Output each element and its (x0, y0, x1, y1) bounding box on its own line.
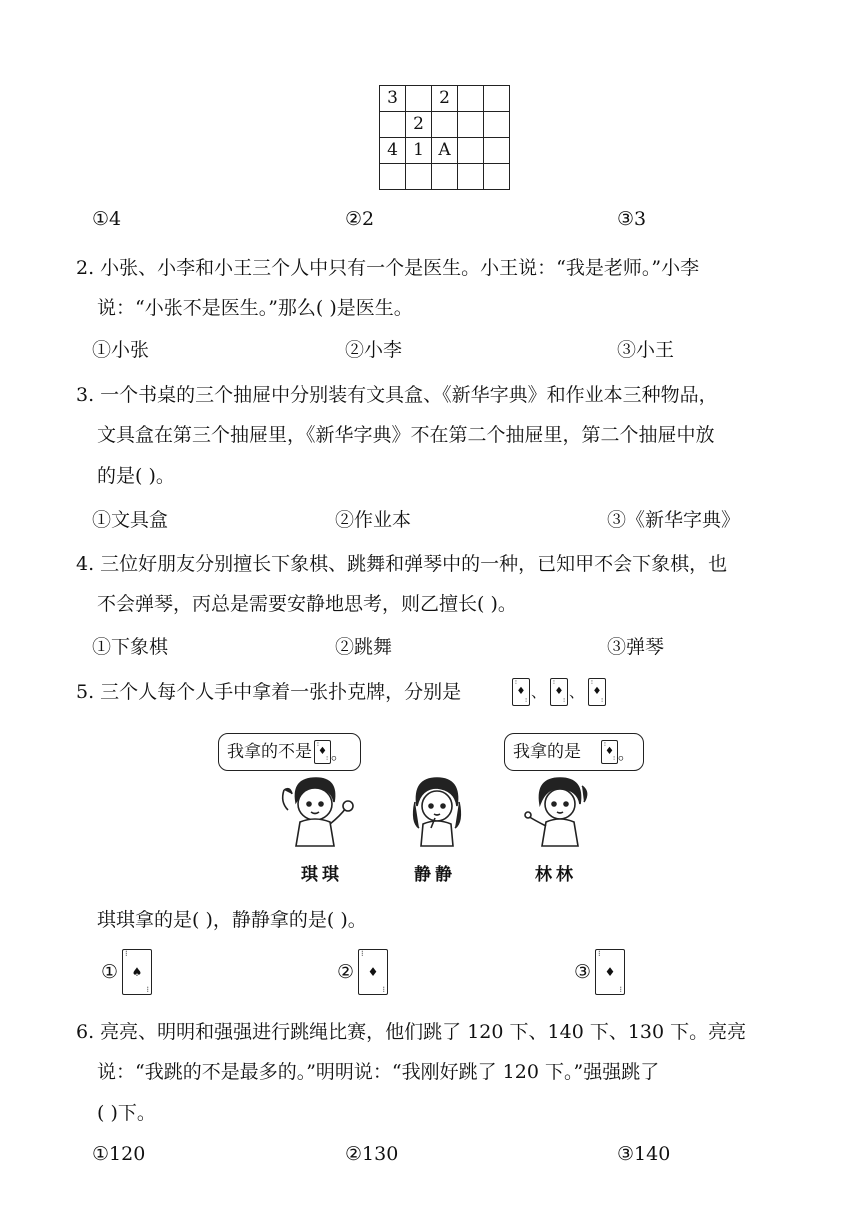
grid-cell: A (432, 138, 458, 164)
name-linlin: 林林 (535, 865, 577, 885)
separator: 、 (569, 683, 585, 701)
grid-cell (380, 112, 406, 138)
playing-card-icon: ⁝ ♦ ⁝ (595, 949, 625, 995)
grid-cell (458, 86, 484, 112)
grid-row (380, 138, 510, 164)
q5-question: 琪琪拿的是( )，静静拿的是( )。 (97, 909, 367, 931)
bubble-end: 。 (618, 744, 635, 763)
grid-cell: 2 (432, 86, 458, 112)
q1-option-2: ②2 (345, 208, 375, 230)
separator: 、 (531, 683, 547, 701)
q3-option-2: ②作业本 (335, 509, 412, 531)
playing-card-icon: ⁝ ♦ ⁝ (550, 678, 568, 706)
grid-cell (406, 164, 432, 190)
q4-option-1: ①下象棋 (92, 636, 169, 658)
q4-option-3: ③弹琴 (607, 636, 665, 658)
q6-option-3: ③140 (617, 1143, 671, 1165)
name-qiqi: 琪琪 (301, 865, 343, 885)
grid-row (380, 112, 510, 138)
grid-cell: 4 (380, 138, 406, 164)
q6-option-1: ①120 (92, 1143, 146, 1165)
q1-option-3: ③3 (617, 208, 647, 230)
grid-row (380, 86, 510, 112)
q2-text-line1: 2. 小张、小李和小王三个人中只有一个是医生。小王说：“我是老师。”小李 (76, 257, 700, 279)
q3-text-line1: 3. 一个书桌的三个抽屉中分别装有文具盒、《新华字典》和作业本三种物品， (76, 384, 718, 406)
q4-text-line2: 不会弹琴，丙总是需要安静地思考，则乙擅长( )。 (97, 593, 517, 615)
q3-option-1: ①文具盒 (92, 509, 169, 531)
grid-cell: 2 (406, 112, 432, 138)
grid-cell (484, 86, 510, 112)
grid-cell (432, 164, 458, 190)
q3-text-line3: 的是( )。 (97, 465, 175, 487)
playing-card-icon: ⁝ ♦ ⁝ (588, 678, 606, 706)
q5-text-line1: 5. 三个人每个人手中拿着一张扑克牌，分别是 (76, 681, 462, 703)
q6-option-2: ②130 (345, 1143, 399, 1165)
q4-option-2: ②跳舞 (335, 636, 393, 658)
playing-card-icon: ⁝ ♦ ⁝ (601, 740, 618, 764)
q5-option-1-mark: ① (101, 961, 119, 983)
q3-option-3: ③《新华字典》 (607, 509, 741, 531)
grid-cell: 1 (406, 138, 432, 164)
playing-card-icon: ⁝ ♦ ⁝ (358, 949, 388, 995)
playing-card-icon: ⁝ ♠ ⁝ (122, 949, 152, 995)
grid-cell (484, 164, 510, 190)
number-grid (379, 85, 510, 190)
q6-text-line1: 6. 亮亮、明明和强强进行跳绳比赛，他们跳了 120 下、140 下、130 下。亮亮 (76, 1021, 747, 1043)
playing-card-icon: ⁝ ♦ ⁝ (314, 740, 331, 764)
grid-cell (380, 164, 406, 190)
grid-cell (458, 138, 484, 164)
q2-text-line2: 说：“小张不是医生。”那么( )是医生。 (97, 297, 413, 319)
girl-jingjing-illustration (409, 772, 465, 847)
q6-text-line3: ( )下。 (97, 1102, 156, 1124)
q1-option-1: ①4 (92, 208, 122, 230)
girl-linlin-illustration (522, 772, 592, 847)
q2-option-1: ①小张 (92, 339, 150, 361)
bubble-end: 。 (331, 744, 348, 763)
q2-option-2: ②小李 (345, 339, 403, 361)
grid-cell (484, 138, 510, 164)
name-jingjing: 静静 (414, 865, 456, 885)
bubble-text: 我拿的不是 (227, 742, 312, 762)
q2-option-3: ③小王 (617, 339, 675, 361)
q3-text-line2: 文具盒在第三个抽屉里，《新华字典》不在第二个抽屉里，第二个抽屉中放 (97, 424, 715, 446)
grid-cell (406, 86, 432, 112)
grid-cell (484, 112, 510, 138)
grid-cell: 3 (380, 86, 406, 112)
playing-card-icon: ⁝ ♦ ⁝ (512, 678, 530, 706)
q4-text-line1: 4. 三位好朋友分别擅长下象棋、跳舞和弹琴中的一种，已知甲不会下象棋，也 (76, 553, 728, 575)
grid-cell (458, 112, 484, 138)
girl-qiqi-illustration (278, 772, 360, 847)
bubble-text: 我拿的是 (513, 742, 581, 762)
grid-row (380, 164, 510, 190)
q5-option-2-mark: ② (337, 961, 355, 983)
grid-cell (432, 112, 458, 138)
grid-cell (458, 164, 484, 190)
q5-option-3-mark: ③ (574, 961, 592, 983)
q6-text-line2: 说：“我跳的不是最多的。”明明说：“我刚好跳了 120 下。”强强跳了 (97, 1061, 660, 1083)
